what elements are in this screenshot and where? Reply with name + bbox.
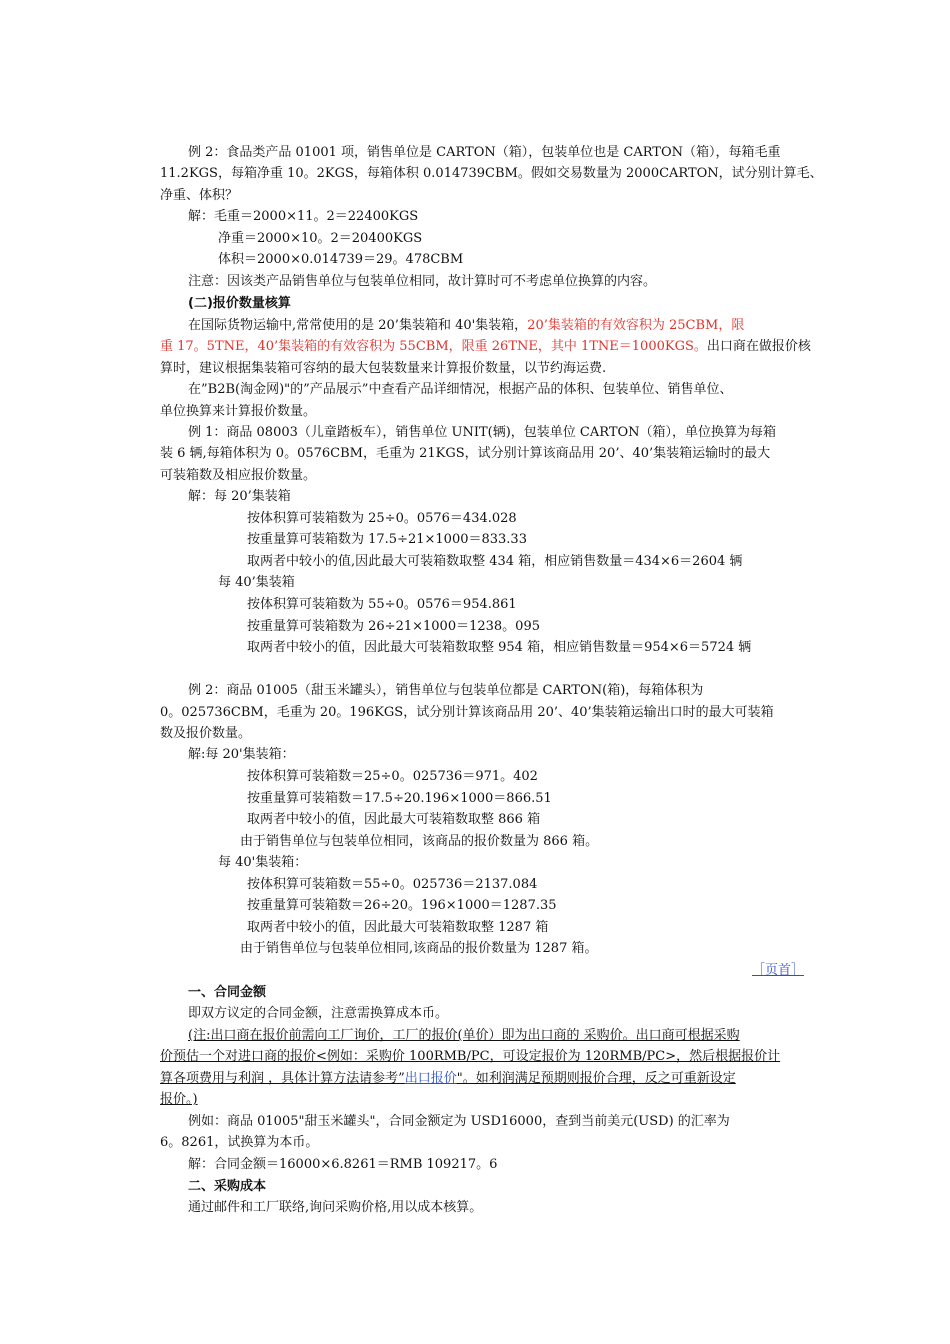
example-2b-40ft-volume: 按体积算可装箱数＝55÷0。025736＝2137.084 [247,877,538,892]
example-1-40ft-result: 取两者中较小的值，因此最大可装箱数取整 954 箱，相应销售数量＝954×6＝5724 辆 [247,640,752,655]
para-1-text: 在国际货物运输中,常常使用的是 20’集装箱和 40'集装箱， [188,318,528,333]
back-to-top-link[interactable]: ［页首］ [752,963,805,978]
example-2b-40ft-heading: 每 40'集装箱： [218,855,308,870]
section-2-para-1-line-3: 算时，建议根据集装箱可容纳的最大包装数量来计算报价数量，以节约海运费. [160,361,607,376]
contract-example-line-1: 例如：商品 01005"甜玉米罐头"，合同金额定为 USD16000，查到当前美元(USD) 的汇率为 [188,1114,730,1129]
section-heading-quote-quantity: (二)报价数量核算 [188,296,291,311]
example-2-line-3: 净重、体积？ [160,188,239,203]
purchase-cost-text: 通过邮件和工厂联络,询问采购价格,用以成本核算。 [188,1200,483,1215]
example-2-solution-gross: 解：毛重＝2000×11。2＝22400KGS [188,209,419,224]
example-1-line-1: 例 1：商品 08003（儿童踏板车），销售单位 UNIT(辆)，包装单位 CARTON（箱），单位换算为每箱 [188,425,777,440]
export-quote-link[interactable]: 出口报价 [404,1071,457,1086]
section-2-para-2-line-2: 单位换算来计算报价数量。 [160,404,317,419]
para-1-text-cont: 出口商在做报价核 [706,339,811,354]
example-2b-line-3: 数及报价数量。 [160,726,252,741]
example-1-line-3: 可装箱数及相应报价数量。 [160,468,317,483]
example-2b-40ft-result: 由于销售单位与包装单位相同,该商品的报价数量为 1287 箱。 [240,941,598,956]
example-2b-line-2: 0。025736CBM，毛重为 20。196KGS，试分别计算该商品用 20’、40’集装箱运输出口时的最大可装箱 [160,705,774,720]
container-spec-highlight-1: 20’集装箱的有效容积为 25CBM，限 [527,318,745,333]
example-1-20ft-volume: 按体积算可装箱数为 25÷0。0576＝434.028 [247,511,517,526]
contract-intro: 即双方议定的合同金额，注意需换算成本币。 [188,1006,449,1021]
example-2-solution-net: 净重＝2000×10。2＝20400KGS [218,231,423,246]
section-2-para-2-line-1: 在”B2B(淘金网)"的”产品展示”中查看产品详细情况，根据产品的体积、包装单位、销售单位、 [188,382,733,397]
contract-note-line-2: 价预估一个对进口商的报价<例如：采购价 100RMB/PC，可设定报价为 120RMB/PC>，然后根据报价计 [160,1049,781,1064]
contract-note-line-1: (注:出口商在报价前需向工厂询价，工厂的报价(单价）即为出口商的 采购价。出口商可根据采购 [188,1028,740,1043]
section-heading-purchase-cost: 二、采购成本 [188,1179,267,1194]
section-2-para-1-line-1 [188,316,744,336]
contract-example-line-2: 6。8261，试换算为本币。 [160,1135,319,1150]
example-1-40ft-heading: 每 40’集装箱 [218,575,295,590]
example-2-note: 注意：因该类产品销售单位与包装单位相同，故计算时可不考虑单位换算的内容。 [188,274,657,289]
section-heading-contract-amount: 一、合同金额 [188,985,267,1000]
contract-example-solution: 解：合同金额＝16000×6.8261＝RMB 109217。6 [188,1157,498,1172]
example-2b-20ft-heading: 解:每 20'集装箱： [188,747,295,762]
example-2b-40ft-min: 取两者中较小的值，因此最大可装箱数取整 1287 箱 [247,920,549,935]
example-2b-20ft-min: 取两者中较小的值，因此最大可装箱数取整 866 箱 [247,812,541,827]
example-2b-40ft-weight: 按重量算可装箱数＝26÷20。196×1000＝1287.35 [247,898,557,913]
container-spec-highlight-2: 重 17。5TNE，40’集装箱的有效容积为 55CBM，限重 26TNE，其中 1TNE＝1000KGS。 [160,339,707,354]
example-1-line-2: 装 6 辆,每箱体积为 0。0576CBM，毛重为 21KGS，试分别计算该商品用 20’、40’集装箱运输时的最大 [160,446,771,461]
contract-note-text: 算各项费用与利润 ，具体计算方法请参考” [160,1071,405,1086]
example-2b-20ft-weight: 按重量算可装箱数＝17.5÷20.196×1000＝866.51 [247,791,552,806]
example-2-solution-volume: 体积＝2000×0.014739＝29。478CBM [218,252,464,267]
contract-note-text-cont: "。如利润满足预期则报价合理，反之可重新设定 [456,1071,736,1086]
example-1-40ft-volume: 按体积算可装箱数为 55÷0。0576＝954.861 [247,597,517,612]
section-2-para-1-line-2 [160,337,811,357]
example-2b-20ft-volume: 按体积算可装箱数＝25÷0。025736＝971。402 [247,769,538,784]
example-1-40ft-weight: 按重量算可装箱数为 26÷21×1000＝1238。095 [247,619,540,634]
example-1-20ft-heading: 解：每 20’集装箱 [188,489,291,504]
example-2b-line-1: 例 2：商品 01005（甜玉米罐头），销售单位与包装单位都是 CARTON(箱)，每箱体积为 [188,683,704,698]
example-2b-20ft-result: 由于销售单位与包装单位相同，该商品的报价数量为 866 箱。 [240,834,599,849]
example-1-20ft-weight: 按重量算可装箱数为 17.5÷21×1000＝833.33 [247,532,527,547]
example-2-line-1: 例 2：食品类产品 01001 项，销售单位是 CARTON（箱），包装单位也是 CARTON（箱），每箱毛重 [188,145,781,160]
contract-note-line-4: 报价。) [160,1092,198,1107]
example-1-20ft-result: 取两者中较小的值,因此最大可装箱数取整 434 箱，相应销售数量＝434×6＝2604 辆 [247,554,743,569]
contract-note-line-3 [160,1069,736,1089]
example-2-line-2: 11.2KGS，每箱净重 10。2KGS，每箱体积 0.014739CBM。假如交易数量为 2000CARTON，试分别计算毛、 [160,166,823,181]
